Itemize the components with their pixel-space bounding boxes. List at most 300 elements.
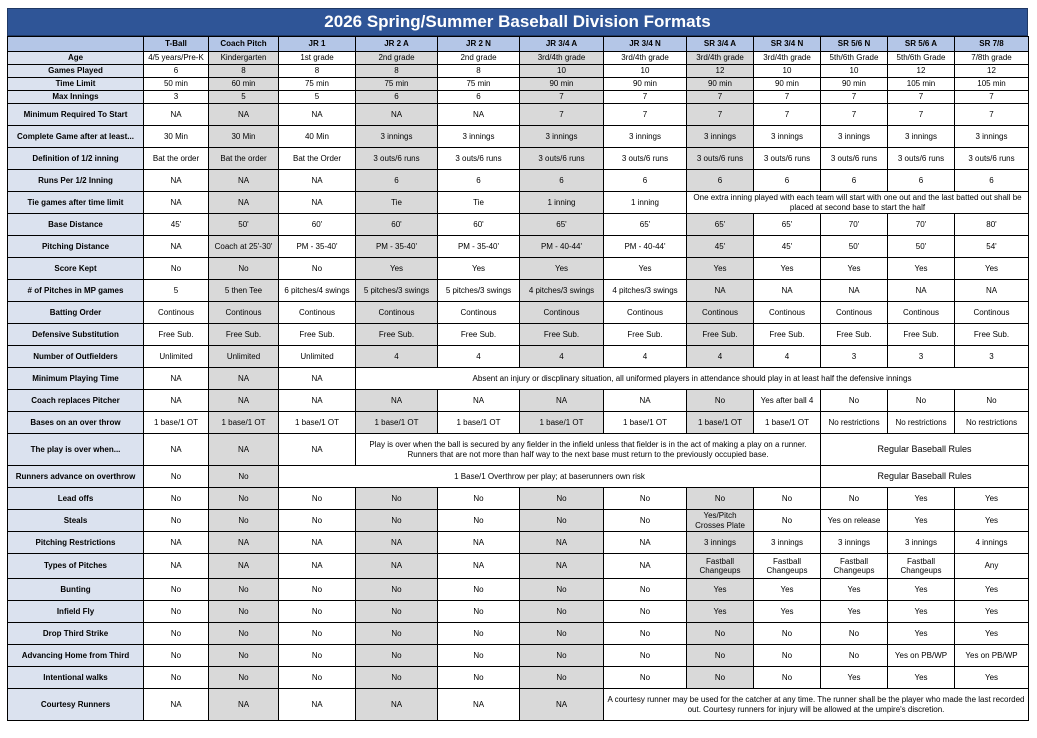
table-cell: 60 min	[209, 78, 279, 91]
column-header: SR 5/6 N	[821, 37, 888, 52]
table-cell: Yes	[888, 258, 955, 280]
table-cell: 80'	[955, 214, 1029, 236]
table-cell: NA	[209, 532, 279, 554]
table-row	[8, 466, 1029, 488]
table-cell: NA	[209, 434, 279, 466]
table-cell: Continous	[209, 302, 279, 324]
table-cell: Continous	[356, 302, 438, 324]
table-cell: 3 innings	[821, 126, 888, 148]
table-cell: 5 then Tee	[209, 280, 279, 302]
table-row	[8, 667, 1029, 689]
table-cell: Bat the order	[144, 148, 209, 170]
table-cell: 3 innings	[754, 126, 821, 148]
table-cell: No	[209, 601, 279, 623]
table-row	[8, 579, 1029, 601]
table-cell: Free Sub.	[687, 324, 754, 346]
table-cell: 90 min	[687, 78, 754, 91]
merged-note-cell: One extra inning played with each team will start with one out and the last batted out shall be placed at second base to start the half	[687, 192, 1029, 214]
table-cell: 5 pitches/3 swings	[438, 280, 520, 302]
merged-note-cell: 1 Base/1 Overthrow per play; at baserunners own risk	[279, 466, 821, 488]
table-cell: Yes	[604, 258, 687, 280]
table-cell: No	[604, 510, 687, 532]
table-cell: Unlimited	[144, 346, 209, 368]
table-cell: No	[279, 645, 356, 667]
merged-note-cell: Play is over when the ball is secured by any fielder in the infield unless that fielder is in the act of making a play on a runner. Runners that are not more than half way to the next base must return to the previously occupied base.	[356, 434, 821, 466]
table-cell: Free Sub.	[438, 324, 520, 346]
table-cell: 70'	[821, 214, 888, 236]
table-cell: NA	[520, 390, 604, 412]
table-cell: 5th/6th Grade	[821, 52, 888, 65]
table-cell: No	[604, 601, 687, 623]
table-cell: No	[520, 488, 604, 510]
table-cell: 6	[438, 91, 520, 104]
table-cell: No	[209, 488, 279, 510]
table-cell: No	[520, 579, 604, 601]
table-row	[8, 104, 1029, 126]
table-cell: NA	[209, 104, 279, 126]
table-cell: Fastball Changeups	[821, 554, 888, 579]
table-cell: Yes	[955, 601, 1029, 623]
table-cell: 5	[144, 280, 209, 302]
column-header: SR 7/8	[955, 37, 1029, 52]
table-cell: No	[209, 645, 279, 667]
table-cell: 45'	[144, 214, 209, 236]
table-cell: 3 outs/6 runs	[520, 148, 604, 170]
table-cell: No	[438, 623, 520, 645]
table-cell: 5 pitches/3 swings	[356, 280, 438, 302]
table-cell: No	[356, 579, 438, 601]
table-cell: 6	[604, 170, 687, 192]
table-cell: 1 base/1 OT	[144, 412, 209, 434]
table-cell: Unlimited	[209, 346, 279, 368]
table-cell: 90 min	[604, 78, 687, 91]
formats-table	[7, 36, 1029, 721]
table-cell: Continous	[604, 302, 687, 324]
table-cell: 3	[144, 91, 209, 104]
table-cell: NA	[356, 390, 438, 412]
table-cell: 3 innings	[888, 126, 955, 148]
table-cell: 75 min	[438, 78, 520, 91]
table-cell: 2nd grade	[438, 52, 520, 65]
table-cell: Continous	[144, 302, 209, 324]
table-cell: 7	[888, 91, 955, 104]
row-label: Number of Outfielders	[8, 346, 144, 368]
table-cell: No	[279, 488, 356, 510]
table-cell: Yes	[754, 601, 821, 623]
table-cell: No	[356, 645, 438, 667]
table-cell: 65'	[604, 214, 687, 236]
formats-table-body	[8, 52, 1029, 721]
table-row	[8, 170, 1029, 192]
table-cell: No	[821, 488, 888, 510]
table-cell: Free Sub.	[604, 324, 687, 346]
table-cell: 1 base/1 OT	[356, 412, 438, 434]
table-cell: Yes	[687, 601, 754, 623]
table-cell: No	[687, 667, 754, 689]
table-row	[8, 280, 1029, 302]
table-cell: No	[520, 667, 604, 689]
table-cell: No	[144, 466, 209, 488]
table-cell: NA	[279, 689, 356, 721]
table-cell: NA	[144, 532, 209, 554]
table-cell: 7	[520, 91, 604, 104]
table-cell: 105 min	[888, 78, 955, 91]
table-cell: Free Sub.	[520, 324, 604, 346]
table-cell: NA	[209, 689, 279, 721]
table-cell: No	[209, 258, 279, 280]
table-cell: 90 min	[520, 78, 604, 91]
table-cell: 75 min	[356, 78, 438, 91]
table-row	[8, 324, 1029, 346]
table-cell: PM - 40-44'	[520, 236, 604, 258]
table-cell: 7	[821, 104, 888, 126]
table-row	[8, 65, 1029, 78]
table-cell: 1 base/1 OT	[438, 412, 520, 434]
row-label: Pitching Restrictions	[8, 532, 144, 554]
table-cell: PM - 35-40'	[356, 236, 438, 258]
regular-rules-cell: Regular Baseball Rules	[821, 466, 1029, 488]
table-cell: Yes	[821, 579, 888, 601]
table-cell: NA	[209, 554, 279, 579]
table-cell: 65'	[687, 214, 754, 236]
table-cell: 3 innings	[356, 126, 438, 148]
table-cell: No	[279, 579, 356, 601]
table-cell: 3rd/4th grade	[520, 52, 604, 65]
table-cell: 6	[687, 170, 754, 192]
table-cell: No	[520, 601, 604, 623]
table-cell: 3 outs/6 runs	[888, 148, 955, 170]
table-cell: 6	[356, 91, 438, 104]
table-cell: Any	[955, 554, 1029, 579]
table-cell: NA	[209, 368, 279, 390]
table-cell: NA	[955, 280, 1029, 302]
row-label: # of Pitches in MP games	[8, 280, 144, 302]
row-label: The play is over when...	[8, 434, 144, 466]
table-cell: No	[209, 667, 279, 689]
table-cell: 6	[520, 170, 604, 192]
table-cell: Free Sub.	[279, 324, 356, 346]
table-row	[8, 368, 1029, 390]
table-cell: 50 min	[144, 78, 209, 91]
table-cell: Free Sub.	[754, 324, 821, 346]
table-cell: 2nd grade	[356, 52, 438, 65]
table-cell: 8	[279, 65, 356, 78]
table-cell: No restrictions	[888, 412, 955, 434]
table-cell: 6	[955, 170, 1029, 192]
table-cell: 3rd/4th grade	[604, 52, 687, 65]
table-cell: No	[279, 667, 356, 689]
table-row	[8, 214, 1029, 236]
table-cell: NA	[144, 368, 209, 390]
table-cell: Continous	[955, 302, 1029, 324]
table-cell: No	[604, 667, 687, 689]
table-cell: NA	[438, 532, 520, 554]
table-cell: No	[754, 667, 821, 689]
table-cell: 1 inning	[604, 192, 687, 214]
table-row	[8, 78, 1029, 91]
table-row	[8, 488, 1029, 510]
table-cell: 10	[754, 65, 821, 78]
table-cell: 4/5 years/Pre-K	[144, 52, 209, 65]
table-cell: Continous	[520, 302, 604, 324]
table-cell: Continous	[438, 302, 520, 324]
table-cell: 6	[821, 170, 888, 192]
table-cell: 4	[438, 346, 520, 368]
table-cell: Free Sub.	[888, 324, 955, 346]
table-cell: Yes	[438, 258, 520, 280]
table-cell: 8	[356, 65, 438, 78]
table-cell: NA	[821, 280, 888, 302]
table-cell: Continous	[754, 302, 821, 324]
table-cell: No	[888, 390, 955, 412]
table-cell: 50'	[821, 236, 888, 258]
table-cell: No	[604, 488, 687, 510]
table-cell: 12	[888, 65, 955, 78]
row-label: Minimum Required To Start	[8, 104, 144, 126]
row-label: Max Innings	[8, 91, 144, 104]
row-label: Base Distance	[8, 214, 144, 236]
table-cell: NA	[144, 104, 209, 126]
table-cell: 3 outs/6 runs	[821, 148, 888, 170]
row-label: Bunting	[8, 579, 144, 601]
table-cell: 3	[888, 346, 955, 368]
table-cell: 3 innings	[754, 532, 821, 554]
column-header-row	[8, 37, 1029, 52]
table-cell: 7/8th grade	[955, 52, 1029, 65]
column-header: SR 3/4 A	[687, 37, 754, 52]
table-cell: 6	[144, 65, 209, 78]
table-cell: NA	[356, 554, 438, 579]
table-cell: Yes	[888, 579, 955, 601]
table-cell: No	[604, 579, 687, 601]
table-cell: No	[144, 623, 209, 645]
table-cell: 1 base/1 OT	[520, 412, 604, 434]
table-row	[8, 126, 1029, 148]
table-cell: Yes	[821, 601, 888, 623]
table-cell: NA	[144, 192, 209, 214]
table-row	[8, 645, 1029, 667]
table-cell: NA	[356, 689, 438, 721]
table-cell: 4 innings	[955, 532, 1029, 554]
table-cell: No	[438, 579, 520, 601]
table-cell: No	[604, 645, 687, 667]
table-cell: NA	[356, 104, 438, 126]
table-cell: Fastball Changeups	[687, 554, 754, 579]
table-cell: Free Sub.	[821, 324, 888, 346]
table-row	[8, 192, 1029, 214]
table-cell: No	[144, 667, 209, 689]
table-cell: 3 outs/6 runs	[754, 148, 821, 170]
table-cell: Yes	[754, 258, 821, 280]
table-cell: Yes on PB/WP	[888, 645, 955, 667]
table-cell: No	[279, 510, 356, 532]
table-cell: No	[356, 510, 438, 532]
table-row	[8, 412, 1029, 434]
column-header: JR 2 A	[356, 37, 438, 52]
table-cell: No	[955, 390, 1029, 412]
table-cell: 90 min	[754, 78, 821, 91]
table-cell: NA	[144, 554, 209, 579]
table-cell: NA	[144, 236, 209, 258]
row-label: Infield Fly	[8, 601, 144, 623]
table-cell: 7	[687, 104, 754, 126]
table-cell: No	[438, 488, 520, 510]
table-cell: NA	[279, 532, 356, 554]
table-row	[8, 302, 1029, 324]
table-cell: No	[754, 488, 821, 510]
table-cell: 3 innings	[955, 126, 1029, 148]
table-cell: 40 Min	[279, 126, 356, 148]
table-cell: Yes after ball 4	[754, 390, 821, 412]
row-label: Lead offs	[8, 488, 144, 510]
table-cell: NA	[438, 689, 520, 721]
table-cell: No	[438, 601, 520, 623]
table-row	[8, 510, 1029, 532]
table-cell: 5	[209, 91, 279, 104]
table-cell: NA	[279, 434, 356, 466]
table-cell: Yes	[821, 258, 888, 280]
table-cell: No	[279, 601, 356, 623]
table-cell: 45'	[687, 236, 754, 258]
table-cell: Yes	[356, 258, 438, 280]
table-row	[8, 532, 1029, 554]
table-cell: 3 outs/6 runs	[687, 148, 754, 170]
table-cell: No	[754, 645, 821, 667]
table-cell: No	[520, 623, 604, 645]
table-cell: Free Sub.	[955, 324, 1029, 346]
table-cell: PM - 35-40'	[438, 236, 520, 258]
table-cell: 8	[209, 65, 279, 78]
table-cell: 54'	[955, 236, 1029, 258]
table-cell: No	[144, 579, 209, 601]
table-cell: Yes	[955, 510, 1029, 532]
table-cell: NA	[520, 554, 604, 579]
table-row	[8, 689, 1029, 721]
row-label: Pitching Distance	[8, 236, 144, 258]
table-row	[8, 148, 1029, 170]
table-cell: 10	[520, 65, 604, 78]
table-cell: Bat the Order	[279, 148, 356, 170]
regular-rules-cell: Regular Baseball Rules	[821, 434, 1029, 466]
table-cell: 7	[754, 104, 821, 126]
table-cell: Yes	[888, 488, 955, 510]
table-cell: 60'	[279, 214, 356, 236]
table-cell: No	[144, 488, 209, 510]
table-cell: 7	[754, 91, 821, 104]
table-cell: No	[821, 390, 888, 412]
table-cell: 65'	[520, 214, 604, 236]
table-cell: Yes	[687, 258, 754, 280]
table-cell: NA	[754, 280, 821, 302]
table-cell: 3 outs/6 runs	[604, 148, 687, 170]
column-header: Coach Pitch	[209, 37, 279, 52]
table-cell: PM - 35-40'	[279, 236, 356, 258]
table-cell: 3 innings	[821, 532, 888, 554]
column-header: SR 5/6 A	[888, 37, 955, 52]
table-cell: NA	[279, 170, 356, 192]
table-cell: NA	[888, 280, 955, 302]
table-cell: 7	[604, 91, 687, 104]
table-cell: 6	[888, 170, 955, 192]
table-cell: Yes	[955, 258, 1029, 280]
table-cell: No	[520, 510, 604, 532]
table-cell: Yes/Pitch Crosses Plate	[687, 510, 754, 532]
table-cell: 12	[687, 65, 754, 78]
table-cell: No	[438, 645, 520, 667]
table-cell: 3 innings	[604, 126, 687, 148]
table-cell: Bat the order	[209, 148, 279, 170]
table-row	[8, 346, 1029, 368]
table-cell: Free Sub.	[356, 324, 438, 346]
table-cell: NA	[279, 104, 356, 126]
table-cell: 6	[754, 170, 821, 192]
table-cell: Yes	[888, 601, 955, 623]
table-cell: Yes	[888, 667, 955, 689]
table-cell: Yes	[955, 667, 1029, 689]
table-cell: 3rd/4th grade	[754, 52, 821, 65]
table-cell: NA	[209, 170, 279, 192]
table-cell: No	[209, 466, 279, 488]
table-row	[8, 258, 1029, 280]
table-cell: NA	[438, 104, 520, 126]
row-label: Definition of 1/2 inning	[8, 148, 144, 170]
table-row	[8, 554, 1029, 579]
table-cell: Continous	[888, 302, 955, 324]
table-cell: 1 inning	[520, 192, 604, 214]
table-cell: No	[604, 623, 687, 645]
table-cell: 7	[520, 104, 604, 126]
row-label: Age	[8, 52, 144, 65]
table-cell: NA	[520, 689, 604, 721]
table-cell: 65'	[754, 214, 821, 236]
table-cell: No	[144, 601, 209, 623]
table-cell: NA	[279, 368, 356, 390]
table-cell: NA	[209, 192, 279, 214]
row-label: Score Kept	[8, 258, 144, 280]
table-cell: No	[687, 623, 754, 645]
table-cell: 30 Min	[209, 126, 279, 148]
column-header: T-Ball	[144, 37, 209, 52]
division-formats-sheet	[7, 8, 1028, 721]
header-corner	[8, 37, 144, 52]
table-cell: 7	[955, 91, 1029, 104]
table-cell: NA	[687, 280, 754, 302]
row-label: Defensive Substitution	[8, 324, 144, 346]
row-label: Types of Pitches	[8, 554, 144, 579]
table-cell: 3 innings	[888, 532, 955, 554]
row-label: Runners advance on overthrow	[8, 466, 144, 488]
table-cell: 45'	[754, 236, 821, 258]
table-cell: 4 pitches/3 swings	[604, 280, 687, 302]
table-cell: NA	[604, 390, 687, 412]
table-cell: NA	[604, 554, 687, 579]
table-cell: 7	[888, 104, 955, 126]
table-cell: Free Sub.	[209, 324, 279, 346]
table-cell: NA	[438, 554, 520, 579]
table-cell: Yes on PB/WP	[955, 645, 1029, 667]
table-cell: 50'	[888, 236, 955, 258]
table-cell: No	[356, 601, 438, 623]
table-cell: No	[821, 623, 888, 645]
table-cell: No	[754, 623, 821, 645]
column-header: JR 2 N	[438, 37, 520, 52]
table-cell: NA	[356, 532, 438, 554]
table-cell: 4	[604, 346, 687, 368]
table-cell: No	[687, 488, 754, 510]
table-cell: Coach at 25'-30'	[209, 236, 279, 258]
table-cell: Yes	[955, 488, 1029, 510]
row-label: Courtesy Runners	[8, 689, 144, 721]
